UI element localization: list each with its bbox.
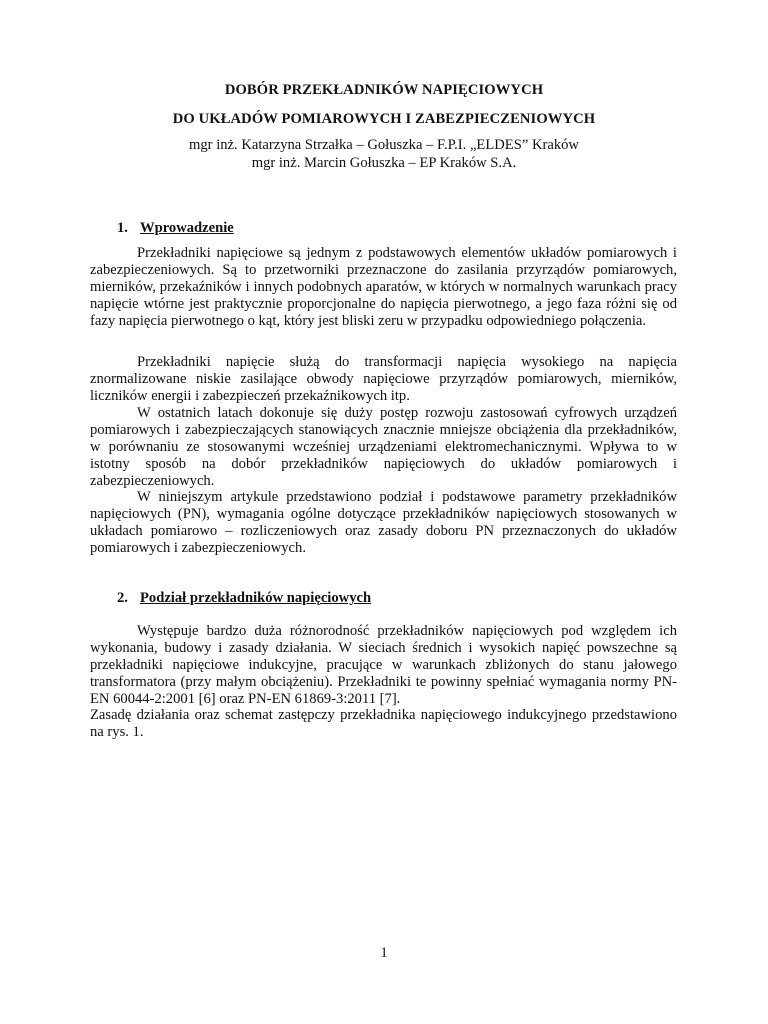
author-2: mgr inż. Marcin Gołuszka – EP Kraków S.A. xyxy=(251,155,517,171)
section-2-paragraph-2: Zasadę działania oraz schemat zastępczy przekładnika napięciowego indukcyjnego przedstawiono na rys. 1. xyxy=(90,707,677,740)
section-2-number: 2. xyxy=(117,590,128,606)
section-1-paragraph-2: Przekładniki napięcie służą do transformacji napięcia wysokiego na napięcia znormalizowane niskie zasilające obwody napięciowe przyrządów pomiarowych, mierników, liczników energii i zabezpieczeń przekaźnikowych itp. xyxy=(90,354,677,404)
section-1-number: 1. xyxy=(117,220,128,236)
section-2-heading xyxy=(117,590,371,607)
section-2-title: Podział przekładników napięciowych xyxy=(140,590,372,606)
section-2-paragraph-1: Występuje bardzo duża różnorodność przekładników napięciowych pod względem ich wykonania, budowy i zasady działania. W sieciach średnich i wysokich napięć powszechne są przekładniki napięciowe indukcyjne, pracujące w warunkach zbliżonych do stanu jałowego transformatora (przy małym obciążeniu). Przekładniki te powinny spełniać wymagania normy PN-EN 60044-2:2001 [6] oraz PN-EN 61869-3:2011 [7]. xyxy=(90,623,677,707)
title-line-1: DOBÓR PRZEKŁADNIKÓW NAPIĘCIOWYCH xyxy=(224,82,544,98)
author-1: mgr inż. Katarzyna Strzałka – Gołuszka – F.P.I. „ELDES” Kraków xyxy=(189,137,579,153)
section-1-paragraph-4: W niniejszym artykule przedstawiono podział i podstawowe parametry przekładników napięciowych (PN), wymagania ogólne dotyczące przekładników napięciowych stosowanych w układach pomiarowo – rozliczeniowych oraz zasady doboru PN przeznaczonych do układów pomiarowych i zabezpieczeniowych. xyxy=(90,489,677,556)
section-1-paragraph-1: Przekładniki napięciowe są jednym z podstawowych elementów układów pomiarowych i zabezpieczeniowych. Są to przetworniki przeznaczone do zasilania przyrządów pomiarowych, mierników, przekaźników i innych podobnych aparatów, w których w normalnych warunkach pracy napięcie wtórne jest praktycznie proporcjonalne do napięcia pierwotnego, a jego faza różni się od fazy napięcia pierwotnego o kąt, który jest bliski zeru w przypadku odpowiedniego połączenia. xyxy=(90,245,677,329)
section-1-heading xyxy=(117,220,234,237)
section-1-title: Wprowadzenie xyxy=(140,220,234,236)
section-1-paragraph-3: W ostatnich latach dokonuje się duży postęp rozwoju zastosowań cyfrowych urządzeń pomiarowych i zabezpieczających stanowiących znacznie mniejsze obciążenia dla przekładników, w porównaniu ze stosowanymi wcześniej urządzeniami elektromechanicznymi. Wpływa to w istotny sposób na dobór przekładników napięciowych do układów pomiarowych i zabezpieczeniowych. xyxy=(90,405,677,489)
title-line-2: DO UKŁADÓW POMIAROWYCH I ZABEZPIECZENIOWYCH xyxy=(172,111,596,127)
page-number: 1 xyxy=(380,945,388,961)
